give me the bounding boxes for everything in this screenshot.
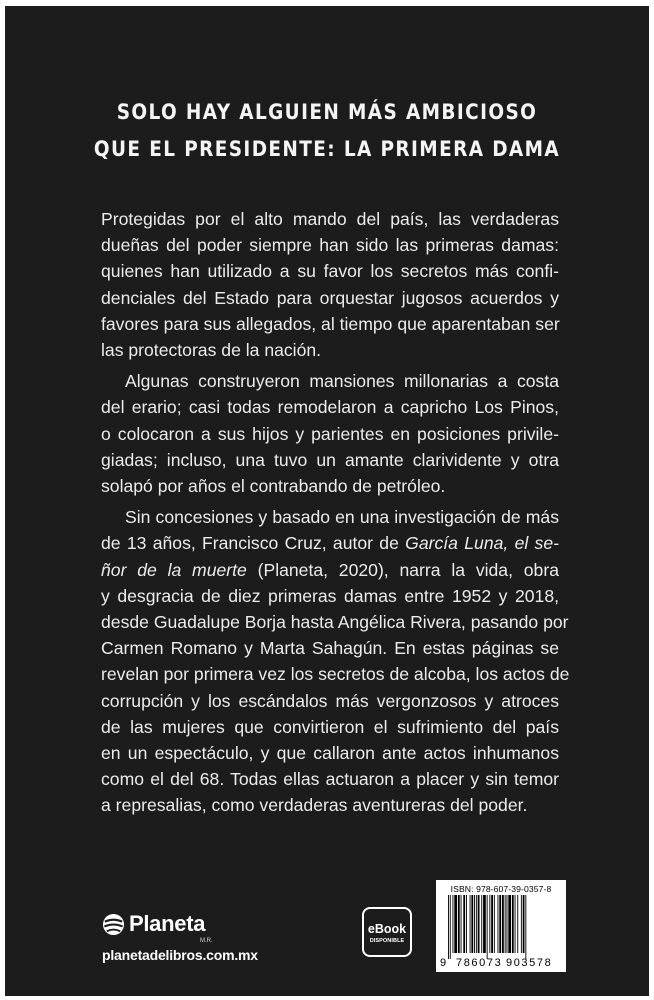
isbn-barcode: [436, 880, 566, 972]
book-title-italic: García Luna, el se-: [405, 533, 559, 554]
barcode-bar: [515, 895, 516, 953]
barcode-bar: [489, 895, 490, 953]
barcode-digits-left: 786073: [456, 957, 503, 969]
barcode-bar: [491, 895, 493, 953]
ebook-badge: [362, 907, 412, 957]
barcode-bar: [483, 895, 486, 953]
barcode-bar: [502, 895, 504, 953]
text-line: desde Guadalupe Borja hasta Angélica Rivera, pasando por: [101, 612, 569, 633]
barcode-bar: [505, 895, 506, 953]
text-line: de las mujeres que convirtieron el sufrimiento del país: [101, 716, 559, 737]
text-line: a represalias, como verdaderas aventureras del poder.: [101, 795, 528, 816]
barcode-bar: [521, 895, 522, 953]
barcode-bar: [494, 895, 495, 953]
registered-mark: M.R.: [200, 938, 213, 944]
text-line: y desgracia de diez primeras damas entre 1952 y 2018,: [101, 585, 559, 606]
text-run: (Planeta, 2020), narra la vida, obra: [246, 559, 559, 580]
barcode-bar: [476, 895, 477, 953]
text-run: de 13 años, Francisco Cruz, autor de: [101, 533, 406, 554]
barcode-bar: [453, 895, 454, 953]
barcode-bar: [454, 895, 457, 953]
barcode-bar: [523, 895, 525, 953]
barcode-bar: [525, 895, 526, 959]
barcode-bar: [478, 895, 480, 953]
barcode-bar: [471, 895, 473, 953]
synopsis-paragraph-1: [101, 206, 559, 363]
publisher-logo: [102, 911, 258, 963]
ebook-sublabel: DISPONIBLE: [369, 938, 405, 944]
barcode-bar: [499, 895, 501, 953]
barcode-bar: [448, 895, 449, 959]
book-title-italic: ñor de la muerte: [101, 559, 247, 580]
synopsis: [101, 206, 570, 824]
barcode-bar: [466, 895, 467, 953]
barcode-bar: [474, 895, 475, 953]
headline: [50, 94, 604, 168]
text-line: [101, 530, 559, 556]
publisher-url: planetadelibros.com.mx: [102, 947, 258, 963]
ebook-label: eBook: [367, 922, 407, 936]
text-line: en un espectáculo, y que callaron ante actos inhumanos: [101, 743, 559, 764]
text-line: del erario; casi todas remodelaron a capricho Los Pinos,: [101, 397, 559, 418]
headline-line-1: SOLO HAY ALGUIEN MÁS AMBICIOSO: [116, 100, 538, 125]
barcode-bar: [517, 895, 518, 953]
text-line: Algunas construyeron mansiones millonarias a costa: [125, 371, 559, 392]
planeta-globe-icon: [102, 913, 125, 936]
text-line: denciales del Estado para orquestar jugosos acuerdos y: [101, 287, 559, 308]
barcode-bar: [498, 895, 499, 953]
barcode-digits-right: 903578: [506, 957, 553, 969]
barcode-bar: [450, 895, 451, 959]
synopsis-paragraph-2: [101, 368, 559, 499]
barcode-bar: [507, 895, 508, 953]
barcode-bars: [448, 895, 556, 959]
barcode-bar: [508, 895, 511, 953]
text-line: favores para sus allegados, al tiempo que aparentaban ser: [101, 313, 560, 334]
back-cover: [5, 6, 649, 996]
text-line: dueñas del poder siempre han sido las primeras damas:: [101, 235, 559, 256]
barcode-bar: [512, 895, 514, 953]
text-line: Carmen Romano y Marta Sahagún. En estas páginas se: [101, 638, 559, 659]
text-line: las protectoras de la nación.: [101, 340, 322, 361]
publisher-name: Planeta: [129, 911, 206, 936]
barcode-bar: [463, 895, 465, 953]
text-line: quienes han utilizado a su favor los secretos más confi-: [101, 261, 559, 282]
barcode-bar: [487, 895, 488, 959]
synopsis-paragraph-3: [101, 504, 570, 818]
text-line: corrupción y los escándalos más vergonzosos y atroces: [101, 690, 559, 711]
text-line: como el del 68. Todas ellas actuaron a placer y sin temor: [101, 769, 559, 790]
barcode-bar: [458, 895, 460, 953]
headline-line-2: QUE EL PRESIDENTE: LA PRIMERA DAMA: [93, 137, 561, 162]
barcode-bar: [461, 895, 462, 953]
barcode-bar: [481, 895, 482, 953]
text-line: Sin concesiones y basado en una investigación de más: [125, 507, 559, 528]
text-line: [101, 557, 559, 583]
text-line: o colocaron a sus hijos y parientes en posiciones privile-: [101, 423, 559, 444]
text-line: solapó por años el contrabando de petróleo.: [101, 476, 446, 497]
text-line: revelan por primera vez los secretos de alcoba, los actos de: [101, 664, 570, 685]
text-line: Protegidas por el alto mando del país, las verdaderas: [101, 209, 559, 229]
isbn-text: ISBN: 978-607-39-0357-8: [450, 884, 552, 894]
barcode-bar: [470, 895, 471, 953]
barcode-digit-first: 9: [440, 957, 447, 969]
text-line: giadas; incluso, una tuvo un amante clarividente y otra: [101, 449, 559, 470]
